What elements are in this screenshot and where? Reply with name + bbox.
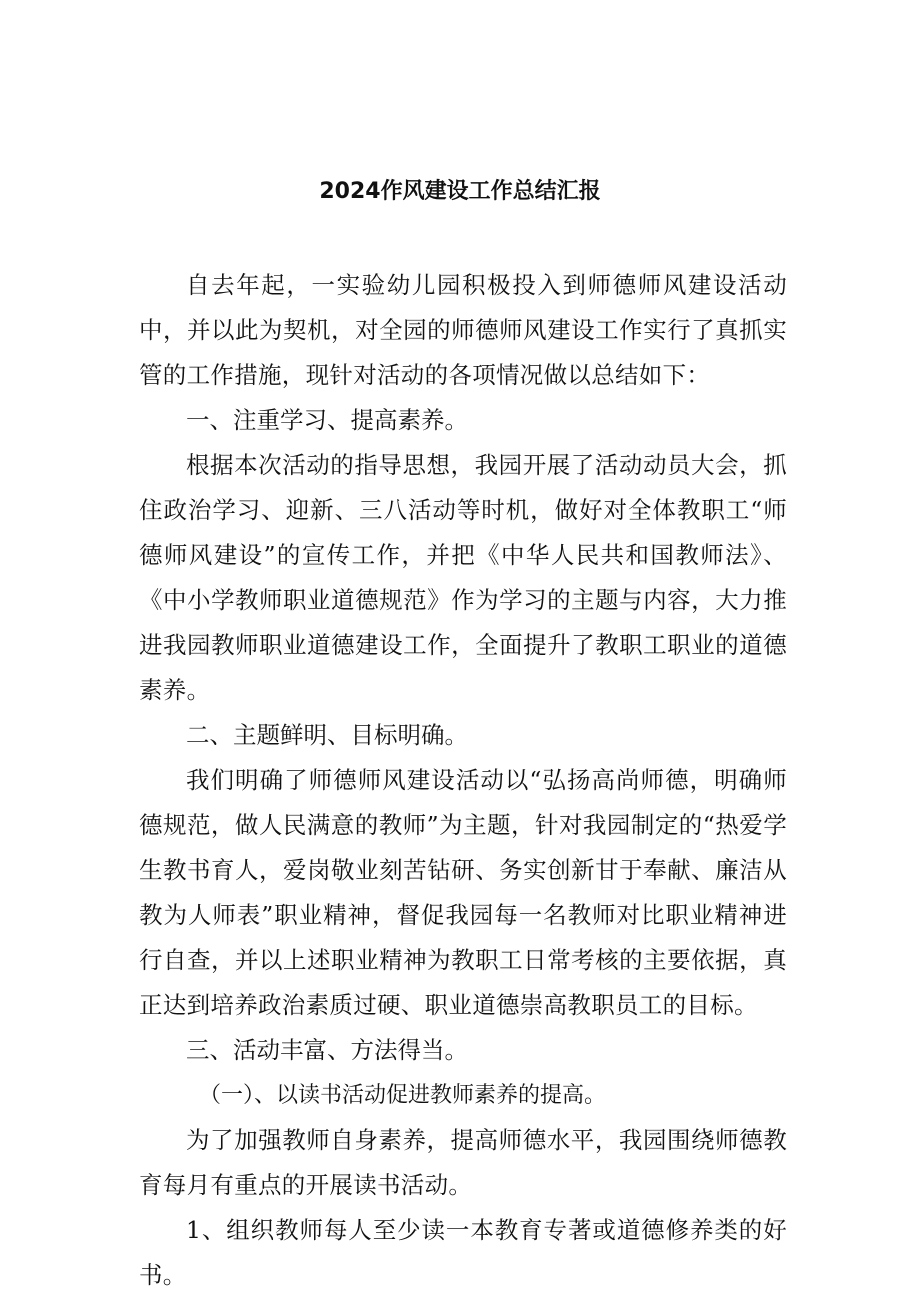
section-heading-1: 一、注重学习、提高素养。 bbox=[186, 406, 468, 434]
document-title: 2024作风建设工作总结汇报 bbox=[319, 179, 601, 204]
paragraph-intro: 自去年起，一实验幼儿园积极投入到师德师风建设活动中，并以此为契机，对全园的师德师风建设工作实行了真抓实管的工作措施，现针对活动的各项情况做以总结如下： bbox=[139, 271, 787, 389]
paragraph-section-2: 我们明确了师德师风建设活动以“弘扬高尚师德，明确师德规范，做人民满意的教师”为主题，针对我园制定的“热爱学生教书育人，爱岗敬业刻苦钻研、务实创新甘于奉献、廉洁从教为人师表”职业精神，督促我园每一名教师对比职业精神进行自查，并以上述职业精神为教职工日常考核的主要依据，真正达到培养政治素质过硬、职业道德崇高教职员工的目标。 bbox=[139, 766, 787, 1019]
paragraph-item-1: 1、组织教师每人至少读一本教育专著或道德修养类的好书。 bbox=[139, 1216, 787, 1289]
paragraph-section-1: 根据本次活动的指导思想，我园开展了活动动员大会，抓住政治学习、迎新、三八活动等时机，做好对全体教职工“师德师风建设”的宣传工作，并把《中华人民共和国教师法》、《中小学教师职业道德规范》作为学习的主题与内容，大力推进我园教师职业道德建设工作，全面提升了教职工职业的道德素养。 bbox=[139, 451, 787, 704]
paragraph-section-3-1: 为了加强教师自身素养，提高师德水平，我园围绕师德教育每月有重点的开展读书活动。 bbox=[139, 1126, 787, 1199]
document-body bbox=[139, 263, 787, 1298]
subsection-heading-3-1: （一）、以读书活动促进教师素养的提高。 bbox=[199, 1083, 607, 1108]
section-heading-3: 三、活动丰富、方法得当。 bbox=[186, 1036, 468, 1064]
section-heading-2: 二、主题鲜明、目标明确。 bbox=[186, 721, 468, 749]
